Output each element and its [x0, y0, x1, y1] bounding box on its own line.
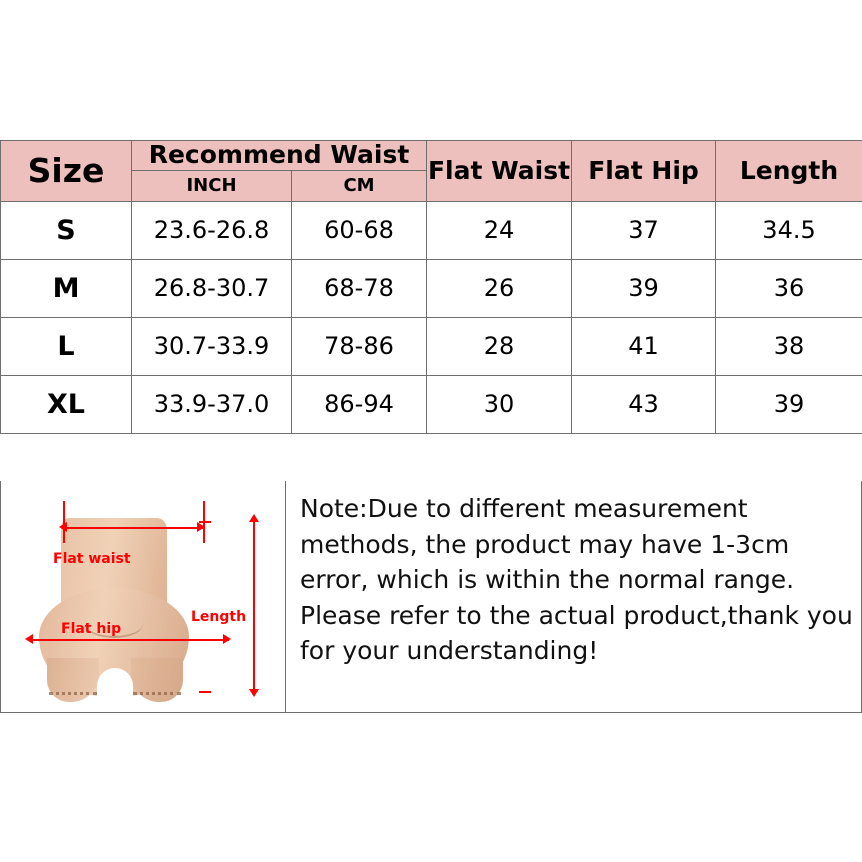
- cell-xl-flat-hip: 43: [572, 375, 716, 433]
- flat-hip-right-arrow: [223, 634, 231, 644]
- flat-hip-annotation-label: Flat hip: [61, 621, 122, 637]
- cell-xl-length: 39: [716, 375, 862, 433]
- column-header-flat-waist: Flat Waist: [427, 141, 572, 202]
- table-row: [1, 201, 862, 259]
- length-bottom-tick: [199, 691, 211, 693]
- cell-m-flat-hip: 39: [572, 259, 716, 317]
- row-size-s: S: [1, 201, 132, 259]
- cell-m-flat-waist: 26: [427, 259, 572, 317]
- length-top-arrow: [249, 514, 259, 522]
- row-size-m: M: [1, 259, 132, 317]
- table-header-row: [1, 141, 862, 171]
- cell-s-flat-hip: 37: [572, 201, 716, 259]
- note-text: Note:Due to different measurement methods, the product may have 1-3cm error, which is within the normal range. Please refer to the actual product,thank you for your understanding!: [300, 494, 853, 665]
- note-cell: [286, 481, 861, 712]
- garment-leg-gap: [97, 668, 133, 702]
- cell-s-flat-waist: 24: [427, 201, 572, 259]
- column-header-recommend-waist: Recommend Waist: [132, 141, 427, 171]
- table-row: [1, 259, 862, 317]
- length-bottom-arrow: [249, 689, 259, 697]
- flat-hip-left-arrow: [25, 634, 33, 644]
- garment-illustration-cell: [1, 481, 286, 712]
- cell-xl-inch: 33.9-37.0: [132, 375, 292, 433]
- table-row: [1, 375, 862, 433]
- cell-m-length: 36: [716, 259, 862, 317]
- cell-l-inch: 30.7-33.9: [132, 317, 292, 375]
- column-header-length: Length: [716, 141, 862, 202]
- length-measure-line: [253, 521, 255, 691]
- measurement-guide-block: [0, 481, 862, 713]
- cell-xl-flat-waist: 30: [427, 375, 572, 433]
- cell-s-inch: 23.6-26.8: [132, 201, 292, 259]
- cell-s-length: 34.5: [716, 201, 862, 259]
- flat-waist-measure-line: [63, 527, 203, 529]
- column-header-size: Size: [1, 141, 132, 202]
- cell-l-flat-waist: 28: [427, 317, 572, 375]
- table-row: [1, 317, 862, 375]
- row-size-xl: XL: [1, 375, 132, 433]
- cell-s-cm: 60-68: [292, 201, 427, 259]
- garment-left-leg: [47, 658, 99, 702]
- cell-l-cm: 78-86: [292, 317, 427, 375]
- row-size-l: L: [1, 317, 132, 375]
- garment-right-leg: [131, 658, 183, 702]
- length-annotation-label: Length: [191, 609, 247, 625]
- length-top-tick: [199, 521, 211, 523]
- flat-waist-right-arrow: [197, 522, 205, 532]
- garment-right-hem: [133, 682, 181, 695]
- cell-l-length: 38: [716, 317, 862, 375]
- unit-header-inch: INCH: [132, 170, 292, 201]
- cell-xl-cm: 86-94: [292, 375, 427, 433]
- cell-m-cm: 68-78: [292, 259, 427, 317]
- garment-left-hem: [49, 682, 97, 695]
- cell-l-flat-hip: 41: [572, 317, 716, 375]
- unit-header-cm-recommend: CM: [292, 170, 427, 201]
- size-chart-table: [0, 140, 862, 434]
- shapewear-panty-illustration: [39, 518, 189, 698]
- flat-waist-left-arrow: [59, 522, 67, 532]
- size-chart-table-wrapper: [0, 140, 862, 434]
- flat-waist-annotation-label: Flat waist: [53, 551, 131, 567]
- column-header-flat-hip: Flat Hip: [572, 141, 716, 202]
- flat-hip-measure-line: [29, 639, 229, 641]
- cell-m-inch: 26.8-30.7: [132, 259, 292, 317]
